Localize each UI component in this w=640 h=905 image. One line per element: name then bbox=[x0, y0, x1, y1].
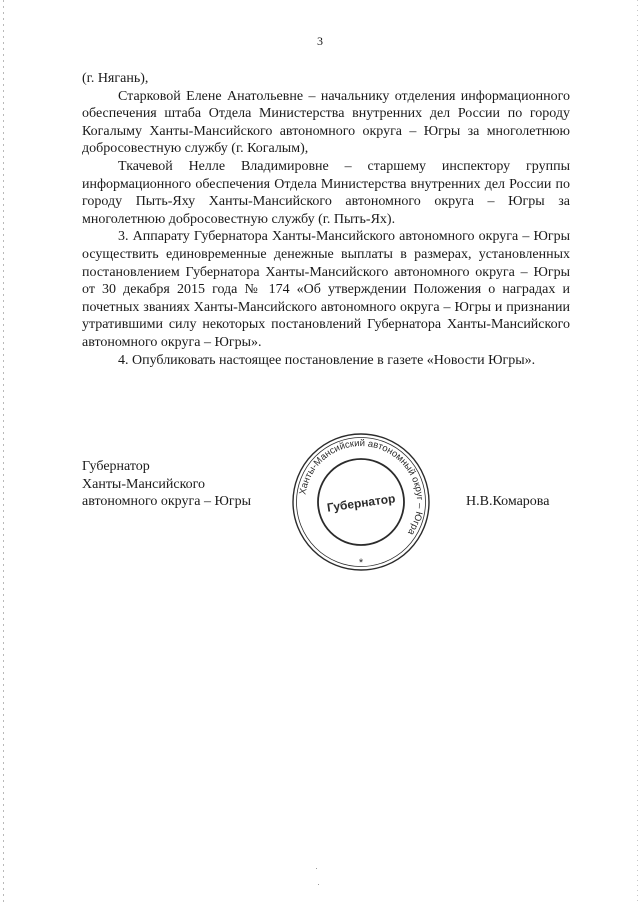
signature-title-line: Ханты-Мансийского bbox=[82, 476, 206, 492]
official-seal bbox=[286, 427, 436, 577]
scan-speck bbox=[316, 868, 317, 869]
paragraph-payments: 3. Аппарату Губернатора Ханты-Мансийского автономного округа – Югры осуществить единовременные денежные выплаты в размерах, установленных постановлением Губернатора Ханты-Мансийского автономного округа – Югры от 30 декабря 2015 года № 174 «Об утверждении Положения о наградах и почетных званиях Ханты-Мансийского автономного округа – Югры и признании утратившими силу некоторых постановлений Губернатора Ханты-Мансийского автономного округа – Югры». bbox=[82, 229, 570, 350]
signature-title-line: автономного округа – Югры bbox=[82, 494, 251, 510]
seal-graphic bbox=[286, 427, 436, 577]
signer-name: Н.В.Комарова bbox=[466, 494, 550, 509]
signature-title-line: Губернатор bbox=[82, 459, 150, 474]
seal-ring-text: Ханты-Мансийский автономный округ – Югра bbox=[297, 437, 426, 537]
page-number: 3 bbox=[317, 34, 323, 48]
signature-title bbox=[82, 458, 282, 511]
paragraph-publish: 4. Опубликовать настоящее постановление в газете «Новости Югры». bbox=[118, 352, 536, 368]
paragraph-city-nyagan: (г. Нягань), bbox=[82, 71, 149, 86]
scan-speck bbox=[318, 884, 319, 885]
paragraph-starkova: Старковой Елене Анатольевне – начальнику отделения информационного обеспечения штаба Отдела Министерства внутренних дел России по городу Когалыму Ханты-Мансийского автономного округа – Югры за многолетнюю добросовестную службу (г. Когалым), bbox=[82, 88, 570, 157]
seal-center-text: Губернатор bbox=[326, 491, 397, 515]
seal-star: * bbox=[358, 557, 364, 569]
document-body bbox=[82, 70, 570, 369]
paragraph-tkacheva: Ткачевой Нелле Владимировне – старшему инспектору группы информационного обеспечения Отдела Министерства внутренних дел России по городу Пыть-Яху Ханты-Мансийского автономного округа – Югры за многолетнюю добросовестную службу (г. Пыть-Ях). bbox=[82, 158, 570, 227]
scan-edge-left bbox=[3, 0, 4, 905]
scan-edge-right bbox=[637, 0, 638, 905]
